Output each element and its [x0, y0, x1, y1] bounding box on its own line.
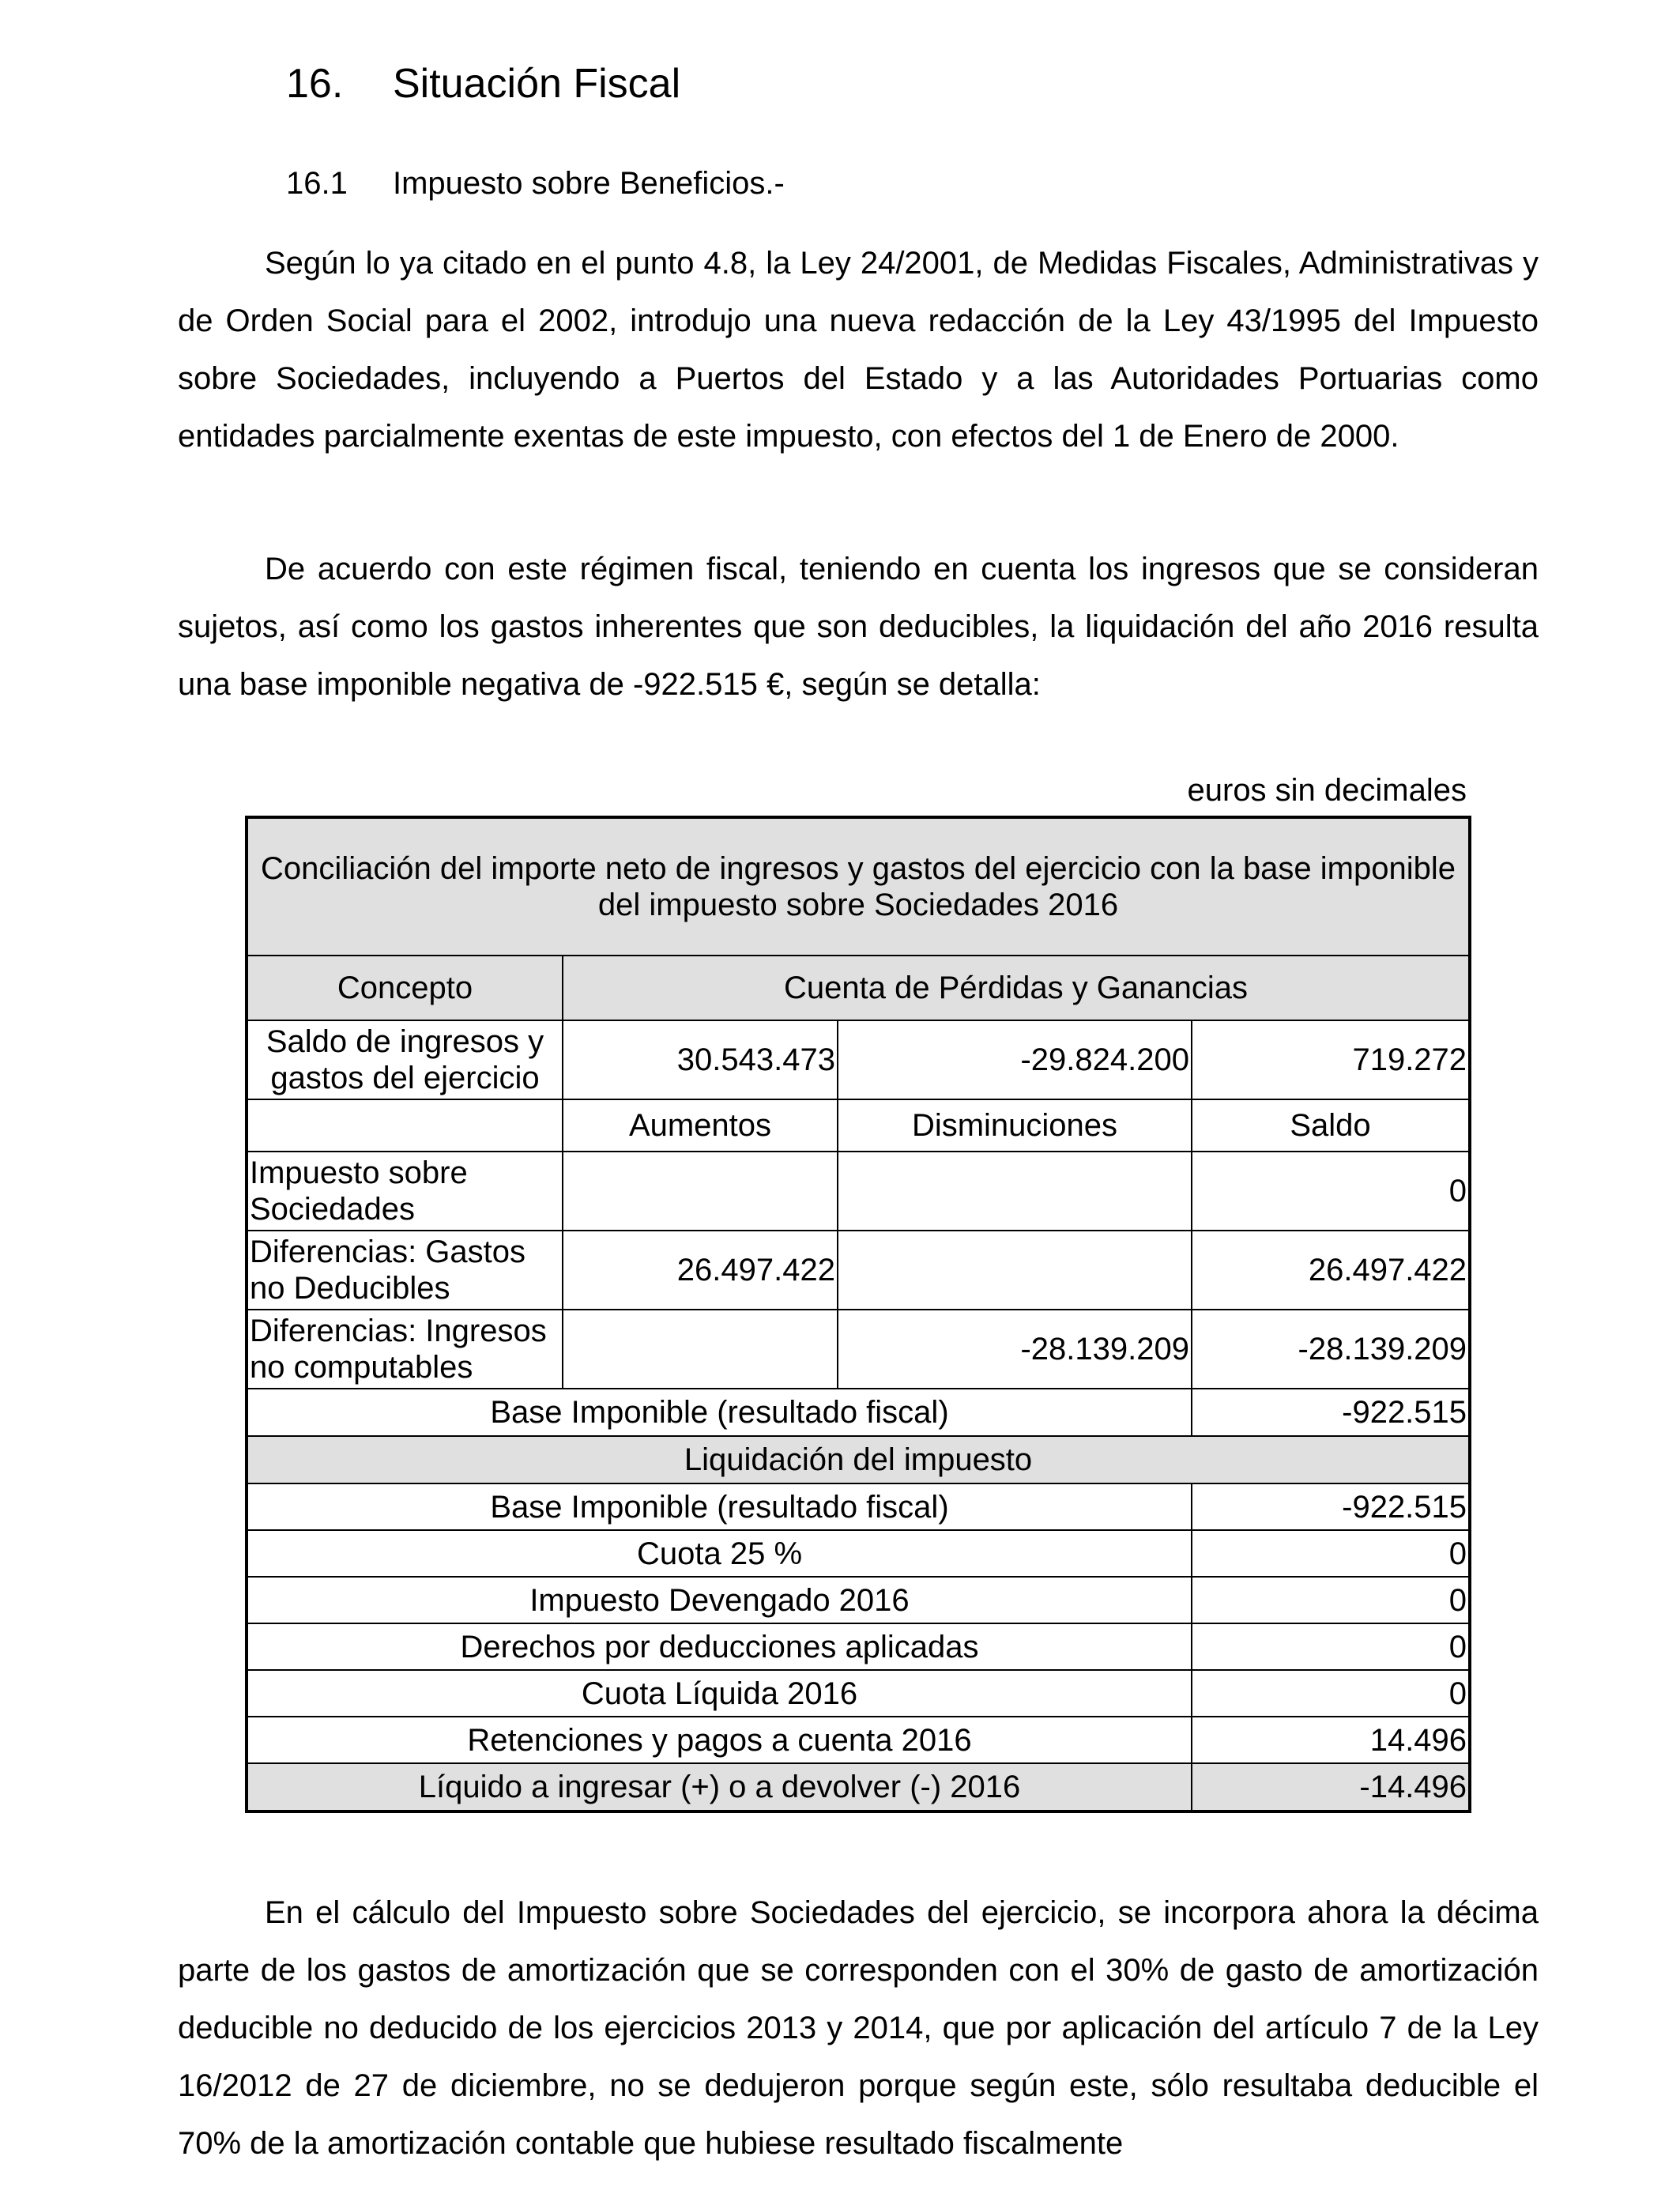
header-cuenta: Cuenta de Pérdidas y Ganancias: [563, 956, 1470, 1020]
base-value: -922.515: [1192, 1389, 1470, 1436]
section-title: Situación Fiscal: [393, 61, 681, 107]
row-label: Diferencias: Ingresos no computables: [247, 1310, 563, 1389]
saldo-label: Saldo de ingresos y gastos del ejercicio: [247, 1020, 563, 1099]
liquidacion-row: [247, 1670, 1470, 1717]
liquidacion-label: Derechos por deducciones aplicadas: [247, 1623, 1192, 1670]
liquidacion-row: [247, 1483, 1470, 1530]
liquidacion-value: 0: [1192, 1577, 1470, 1623]
liquidacion-title: Liquidación del impuesto: [247, 1436, 1470, 1483]
liquidacion-value: 0: [1192, 1530, 1470, 1577]
row-aumentos: [563, 1310, 838, 1389]
saldo-value-2: -29.824.200: [838, 1020, 1192, 1099]
row-disminuciones: -28.139.209: [838, 1310, 1192, 1389]
liquidacion-label: Cuota 25 %: [247, 1530, 1192, 1577]
paragraph-1: Según lo ya citado en el punto 4.8, la Ley 24/2001, de Medidas Fiscales, Administrativas y de Orden Social para el 2002, introdujo una nueva redacción de la Ley 43/1995 del Impuesto sobre Sociedades, incluyendo a Puertos del Estado y a las Autoridades Portuarias como entidades parcialmente exentas de este impuesto, con efectos del 1 de Enero de 2000.: [178, 246, 1539, 454]
liquidacion-row: [247, 1623, 1470, 1670]
header-concepto: Concepto: [247, 956, 563, 1020]
row-disminuciones: [838, 1152, 1192, 1231]
sub-header-disminuciones: Disminuciones: [838, 1099, 1192, 1152]
subsection-title: Impuesto sobre Beneficios.-: [393, 166, 785, 201]
row-saldo: -28.139.209: [1192, 1310, 1470, 1389]
row-aumentos: 26.497.422: [563, 1231, 838, 1310]
row-aumentos: [563, 1152, 838, 1231]
paragraph-2: De acuerdo con este régimen fiscal, teniendo en cuenta los ingresos que se consideran sujetos, así como los gastos inherentes que son deducibles, la liquidación del año 2016 resulta una base imponible negativa de -922.515 €, según se detalla:: [178, 552, 1539, 702]
table-title: Conciliación del importe neto de ingresos y gastos del ejercicio con la base imponible del impuesto sobre Sociedades 2016: [247, 817, 1470, 956]
liquidacion-row: [247, 1530, 1470, 1577]
final-value: -14.496: [1192, 1763, 1470, 1811]
liquidacion-value: -922.515: [1192, 1483, 1470, 1530]
liquidacion-value: 0: [1192, 1623, 1470, 1670]
row-label: Impuesto sobre Sociedades: [247, 1152, 563, 1231]
subsection-number: 16.1: [286, 166, 348, 201]
liquidacion-label: Retenciones y pagos a cuenta 2016: [247, 1717, 1192, 1763]
sub-header-aumentos: Aumentos: [563, 1099, 838, 1152]
table-row: [247, 1310, 1470, 1389]
section-heading: [286, 60, 680, 107]
row-saldo: 0: [1192, 1152, 1470, 1231]
liquidacion-row: [247, 1717, 1470, 1763]
liquidacion-value: 0: [1192, 1670, 1470, 1717]
paragraph-3: En el cálculo del Impuesto sobre Sociedades del ejercicio, se incorpora ahora la décima parte de los gastos de amortización que se corresponden con el 30% de gasto de amortización deducible no deducido de los ejercicios 2013 y 2014, que por aplicación del artículo 7 de la Ley 16/2012 de 27 de diciembre, no se dedujeron porque según este, sólo resultaba deducible el 70% de la amortización contable que hubiese resultado fiscalmente: [178, 1895, 1539, 2161]
table-row: [247, 1231, 1470, 1310]
row-label: Diferencias: Gastos no Deducibles: [247, 1231, 563, 1310]
saldo-value-3: 719.272: [1192, 1020, 1470, 1099]
sub-header-blank: [247, 1099, 563, 1152]
liquidacion-row: [247, 1577, 1470, 1623]
liquidacion-label: Base Imponible (resultado fiscal): [247, 1483, 1192, 1530]
liquidacion-label: Cuota Líquida 2016: [247, 1670, 1192, 1717]
units-note: euros sin decimales: [1187, 773, 1467, 808]
section-number: 16.: [286, 61, 344, 107]
saldo-value-1: 30.543.473: [563, 1020, 838, 1099]
final-label: Líquido a ingresar (+) o a devolver (-) 2016: [247, 1763, 1192, 1811]
row-disminuciones: [838, 1231, 1192, 1310]
sub-header-saldo: Saldo: [1192, 1099, 1470, 1152]
liquidacion-value: 14.496: [1192, 1717, 1470, 1763]
base-label: Base Imponible (resultado fiscal): [247, 1389, 1192, 1436]
table-row: [247, 1152, 1470, 1231]
subsection-heading: [286, 166, 785, 202]
row-saldo: 26.497.422: [1192, 1231, 1470, 1310]
liquidacion-label: Impuesto Devengado 2016: [247, 1577, 1192, 1623]
reconciliation-table: [245, 816, 1471, 1813]
